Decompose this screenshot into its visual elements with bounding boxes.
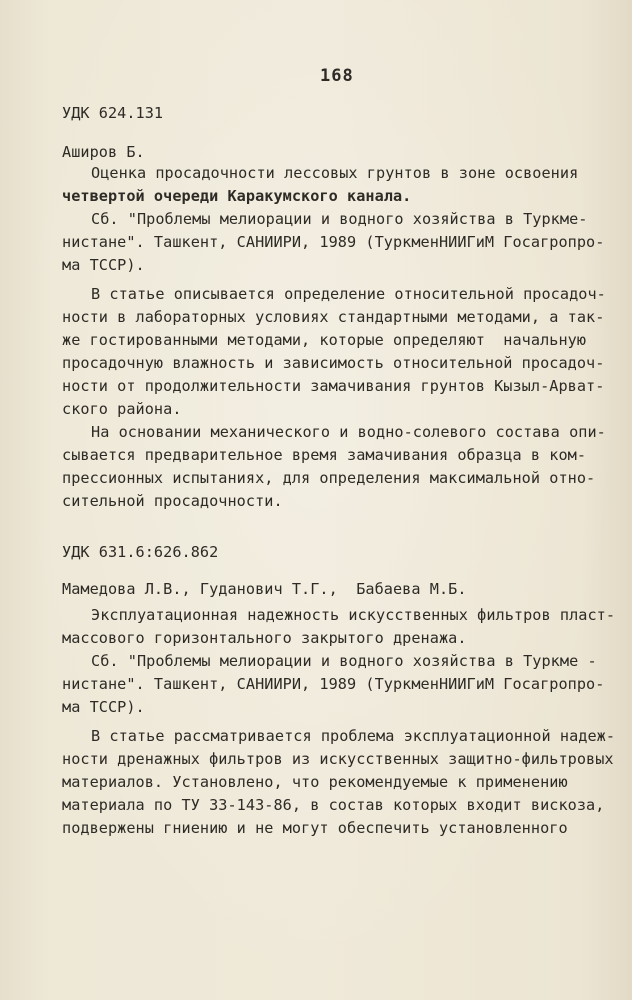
entry1-abstract-line: прессионных испытаниях, для определения максимальной отно- [62,469,596,487]
entry1-abstract-line: ности от продолжительности замачивания грунтов Кызыл-Арват- [62,377,605,395]
entry1-title-line: четвертой очереди Каракумского канала. [62,187,412,205]
entry1-abstract-line: сительной просадочности. [62,492,283,510]
entry2-author: Мамедова Л.В., Гуданович Т.Г., Бабаева М.Б. [62,580,467,598]
page-number: 168 [320,66,354,86]
entry1-source-line: нистане". Ташкент, САНИИРИ, 1989 (ТуркменНИИГиМ Госагропро- [62,233,605,251]
entry1-abstract-line: же гостированными методами, которые определяют начальную [62,331,587,349]
entry2-abstract-line: материала по ТУ 33-143-86, в состав которых входит вискоза, [62,796,605,814]
entry2-udk: УДК 631.6:626.862 [62,543,219,561]
entry1-abstract-line: просадочную влажность и зависимость относительной просадоч- [62,354,605,372]
entry1-abstract-line: ского района. [62,400,182,418]
entry2-source-line: Сб. "Проблемы мелиорации и водного хозяйства в Туркме - [91,652,597,670]
entry1-source-line: ма ТССР). [62,256,145,274]
entry2-source-line: ма ТССР). [62,698,145,716]
entry2-abstract-line: подвержены гниению и не могут обеспечить установленного [62,819,568,837]
entry2-abstract-line: ности дренажных фильтров из искусственных защитно-фильтровых [62,750,614,768]
entry2-title-line: массового горизонтального закрытого дренажа. [62,629,467,647]
entry2-title-line: Эксплуатационная надежность искусственных фильтров пласт- [91,606,616,624]
entry1-abstract-line: В статье описывается определение относительной просадоч- [91,285,606,303]
entry1-udk: УДК 624.131 [62,104,164,122]
entry1-abstract-line: ности в лабораторных условиях стандартными методами, а так- [62,308,605,326]
entry1-source-line: Сб. "Проблемы мелиорации и водного хозяйства в Туркме- [91,210,588,228]
entry1-title-line: Оценка просадочности лессовых грунтов в зоне освоения [91,164,579,182]
entry1-abstract-line: На основании механического и водно-солевого состава опи- [91,423,606,441]
entry2-abstract-line: В статье рассматривается проблема эксплуатационной надеж- [91,727,616,745]
entry2-source-line: нистане". Ташкент, САНИИРИ, 1989 (ТуркменНИИГиМ Госагропро- [62,675,605,693]
entry2-abstract-line: материалов. Установлено, что рекомендуемые к применению [62,773,568,791]
entry1-abstract-line: сывается предварительное время замачивания образца в ком- [62,446,587,464]
entry1-author: Аширов Б. [62,143,145,161]
